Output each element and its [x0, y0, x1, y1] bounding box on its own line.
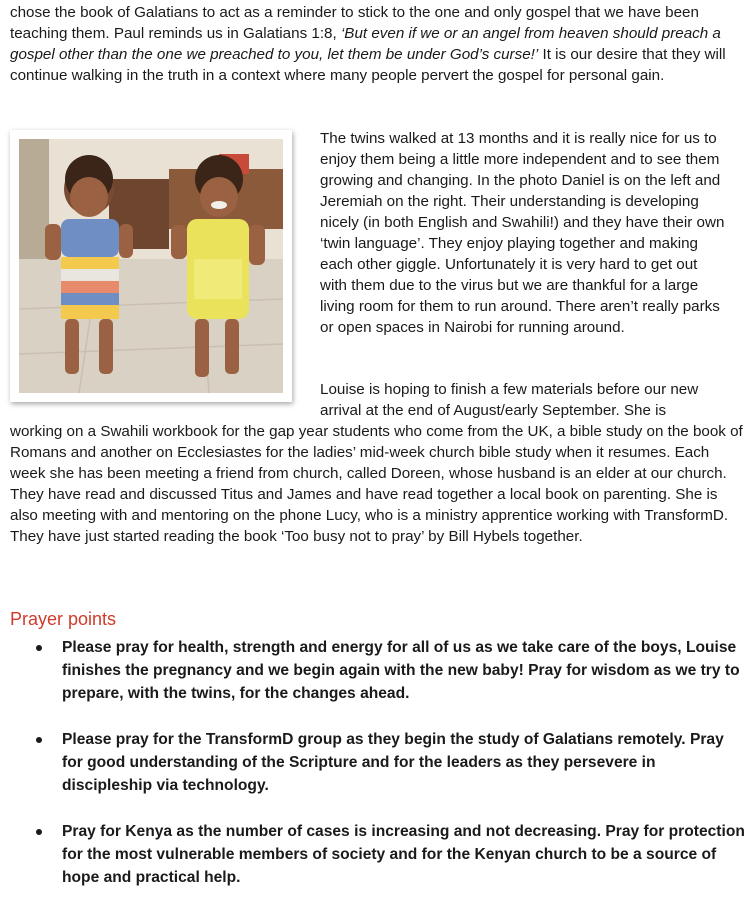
prayer-point-text: Pray for Kenya as the number of cases is increasing and not decreasing. Pray for protection for the most vulnerable members of society and for the Kenyan church to be a source of hope and practical help.: [62, 823, 745, 886]
bullet-icon: [36, 645, 42, 651]
twins-photo-image: [19, 139, 283, 393]
prayer-point: [0, 728, 745, 797]
prayer-point: [0, 820, 745, 889]
prayer-point-text: Please pray for health, strength and energy for all of us as we take care of the boys, Louise finishes the pregnancy and we begin again with the new baby! Pray for wisdom as we try to prepare, with the twins, for the changes ahead.: [62, 639, 740, 702]
louise-paragraph-rest: working on a Swahili workbook for the gap year students who come from the UK, a bible study on the book of Romans and another on Ecclesiastes for the ladies’ mid-week church bible study when it resumes. Each week she has been meeting a friend from church, called Doreen, whose husband is an elder at our church. They have read and discussed Titus and James and have read together a local book on parenting. She is also meeting with and mentoring on the phone Lucy, who is a ministry apprentice working with TransformD. They have just started reading the book ‘Too busy not to pray’ by Bill Hybels together.: [10, 423, 743, 545]
intro-text-before: chose the book of Galatians to act as a reminder to stick to the one and only gospel that we have been teaching them. Paul reminds us in Galatians 1:8,: [10, 4, 699, 42]
bullet-icon: [36, 737, 42, 743]
louise-paragraph-start: Louise is hoping to finish a few materials before our new arrival at the end of August/early September. She is: [320, 381, 699, 419]
prayer-point-text: Please pray for the TransformD group as they begin the study of Galatians remotely. Pray for good understanding of the Scripture and for the leaders as they persevere in discipleship via technology.: [62, 731, 724, 794]
twins-photo: [10, 130, 292, 402]
intro-text-after: It is our desire that they will continue walking in the truth in a context where many people pervert the gospel for personal gain.: [10, 46, 726, 84]
prayer-points-list: [0, 636, 745, 912]
intro-paragraph: [10, 2, 745, 86]
galatians-quote: ‘But even if we or an angel from heaven should preach a gospel other than the one we preached to you, let them be under God’s curse!’: [10, 25, 721, 63]
prayer-points-heading: Prayer points: [10, 609, 117, 629]
bullet-icon: [36, 829, 42, 835]
twins-paragraph: The twins walked at 13 months and it is really nice for us to enjoy them being a little more independent and to see them growing and changing. In the photo Daniel is on the left and Jeremiah on the right. Their understanding is developing nicely (in both English and Swahili!) and they have their own ‘twin language’. They enjoy playing together and making each other giggle. Unfortunately it is very hard to get out with them due to the virus but we are thankful for a large living room for them to run around. There aren’t really parks or open spaces in Nairobi for running around.: [320, 130, 725, 336]
prayer-point: [0, 636, 745, 705]
